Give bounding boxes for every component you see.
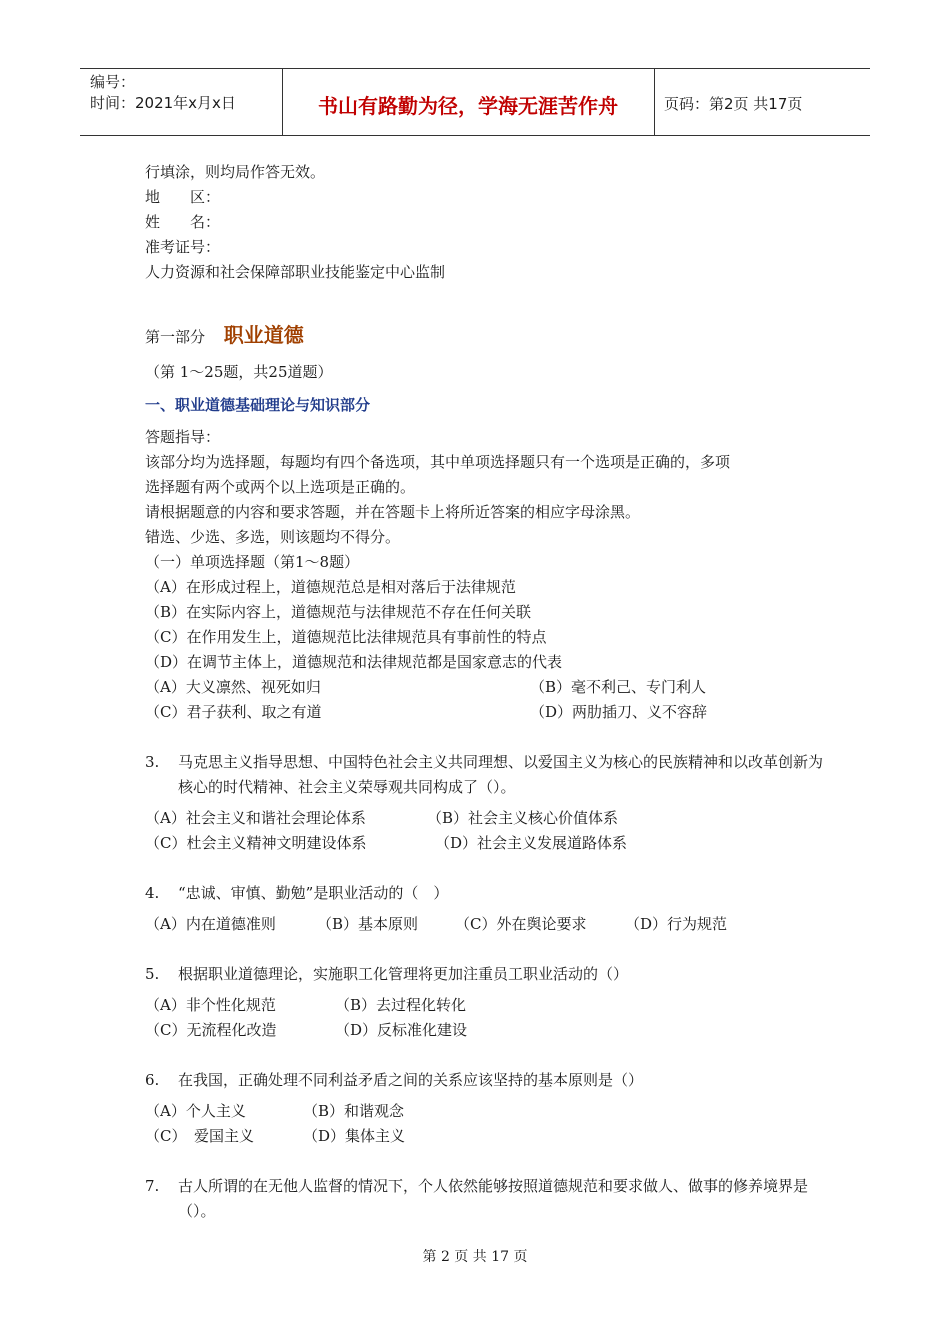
option-d: （D）集体主义 xyxy=(303,1127,406,1145)
option-c: （C）外在舆论要求 xyxy=(455,915,587,933)
option-b: （B）去过程化转化 xyxy=(335,996,467,1014)
option-row xyxy=(145,912,825,937)
page-header xyxy=(80,68,870,136)
header-meta xyxy=(90,72,236,114)
option-row xyxy=(145,806,825,831)
option-row xyxy=(145,1018,825,1043)
section-heading xyxy=(145,310,825,360)
option-a: （A）非个性化规范 xyxy=(145,996,276,1014)
question-text: 根据职业道德理论，实施职工化管理将更加注重员工职业活动的（） xyxy=(178,965,629,983)
serial-label: 编号： xyxy=(90,73,136,91)
option-b: （B）在实际内容上，道德规范与法律规范不存在任何关联 xyxy=(145,603,532,621)
option-c: （C）无流程化改造 xyxy=(145,1021,277,1039)
page-footer: 第 2 页 共 17 页 xyxy=(422,1249,528,1265)
option-d: （D）两肋插刀、义不容辞 xyxy=(530,703,708,721)
question-5 xyxy=(145,962,825,987)
page-code: 页码：第2页 共17页 xyxy=(664,95,803,113)
option-row xyxy=(145,831,825,856)
guide-title: 答题指导： xyxy=(145,428,221,446)
option-b: （B）和谐观念 xyxy=(303,1102,405,1120)
question-7 xyxy=(145,1174,825,1224)
question-3 xyxy=(145,750,825,800)
question-text: 在我国，正确处理不同利益矛盾之间的关系应该坚持的基本原则是（） xyxy=(178,1071,644,1089)
question-number: 5. xyxy=(145,965,160,983)
option-a: （A）大义凛然、视死如归 xyxy=(145,678,321,696)
header-bottom-rule xyxy=(80,135,870,136)
option-row xyxy=(145,1099,825,1124)
single-choice-heading: （一）单项选择题（第1～8题） xyxy=(145,553,360,571)
header-motto: 书山有路勤为径，学海无涯苦作舟 xyxy=(318,94,618,118)
option-row xyxy=(145,675,825,700)
question-number: 7. xyxy=(145,1177,160,1195)
option-d: （D）社会主义发展道路体系 xyxy=(435,834,628,852)
option-a: （A）内在道德准则 xyxy=(145,915,276,933)
guide-line: 该部分均为选择题，每题均有四个备选项，其中单项选择题只有一个选项是正确的，多项 xyxy=(145,453,731,471)
question-6 xyxy=(145,1068,825,1093)
document-body xyxy=(145,160,825,1224)
option-b: （B）社会主义核心价值体系 xyxy=(427,809,619,827)
option-c: （C） 爱国主义 xyxy=(145,1127,254,1145)
section-title: 职业道德 xyxy=(223,323,304,347)
option-a: （A）社会主义和谐社会理论体系 xyxy=(145,809,366,827)
option-d: （D）行为规范 xyxy=(625,915,728,933)
exam-id-field-label: 准考证号： xyxy=(145,238,221,256)
question-number: 3. xyxy=(145,753,160,771)
option-d: （D）在调节主体上，道德规范和法律规范都是国家意志的代表 xyxy=(145,653,563,671)
date-label: 时间：2021年x月x日 xyxy=(90,94,236,112)
name-field-label: 姓 名： xyxy=(145,213,221,231)
region-field-label: 地 区： xyxy=(145,188,221,206)
option-c: （C）在作用发生上，道德规范比法律规范具有事前性的特点 xyxy=(145,628,547,646)
option-row xyxy=(145,700,825,725)
option-row xyxy=(145,1124,825,1149)
question-text: 马克思主义指导思想、中国特色社会主义共同理想、以爱国主义为核心的民族精神和以改革创新为核心的时代精神、社会主义荣辱观共同构成了（）。 xyxy=(178,753,824,796)
option-b: （B）毫不利己、专门利人 xyxy=(530,678,707,696)
question-number: 6. xyxy=(145,1071,160,1089)
question-text: “忠诚、审慎、勤勉”是职业活动的（ ） xyxy=(178,884,449,902)
option-b: （B）基本原则 xyxy=(317,915,419,933)
guide-line: 选择题有两个或两个以上选项是正确的。 xyxy=(145,478,416,496)
guide-line: 错选、少选、多选，则该题均不得分。 xyxy=(145,528,401,546)
sub-heading: 一、职业道德基础理论与知识部分 xyxy=(145,396,371,414)
option-row xyxy=(145,993,825,1018)
guide-line: 请根据题意的内容和要求答题，并在答题卡上将所近答案的相应字母涂黑。 xyxy=(145,503,641,521)
option-c: （C）君子获利、取之有道 xyxy=(145,703,322,721)
header-top-rule xyxy=(80,68,870,69)
section-range: （第 1～25题，共25道题） xyxy=(145,363,333,381)
option-a: （A）在形成过程上，道德规范总是相对落后于法律规范 xyxy=(145,578,516,596)
question-text: 古人所谓的在无他人监督的情况下，个人依然能够按照道德规范和要求做人、做事的修养境界是（）。 xyxy=(178,1177,809,1220)
option-d: （D）反标准化建设 xyxy=(335,1021,468,1039)
intro-line: 行填涂，则均局作答无效。 xyxy=(145,163,326,181)
supervisor-line: 人力资源和社会保障部职业技能鉴定中心监制 xyxy=(145,263,446,281)
question-number: 4. xyxy=(145,884,160,902)
section-label: 第一部分 xyxy=(145,328,206,346)
option-c: （C）杜会主义精神文明建设体系 xyxy=(145,834,367,852)
option-a: （A）个人主义 xyxy=(145,1102,246,1120)
question-4 xyxy=(145,881,825,906)
header-divider xyxy=(654,68,655,136)
